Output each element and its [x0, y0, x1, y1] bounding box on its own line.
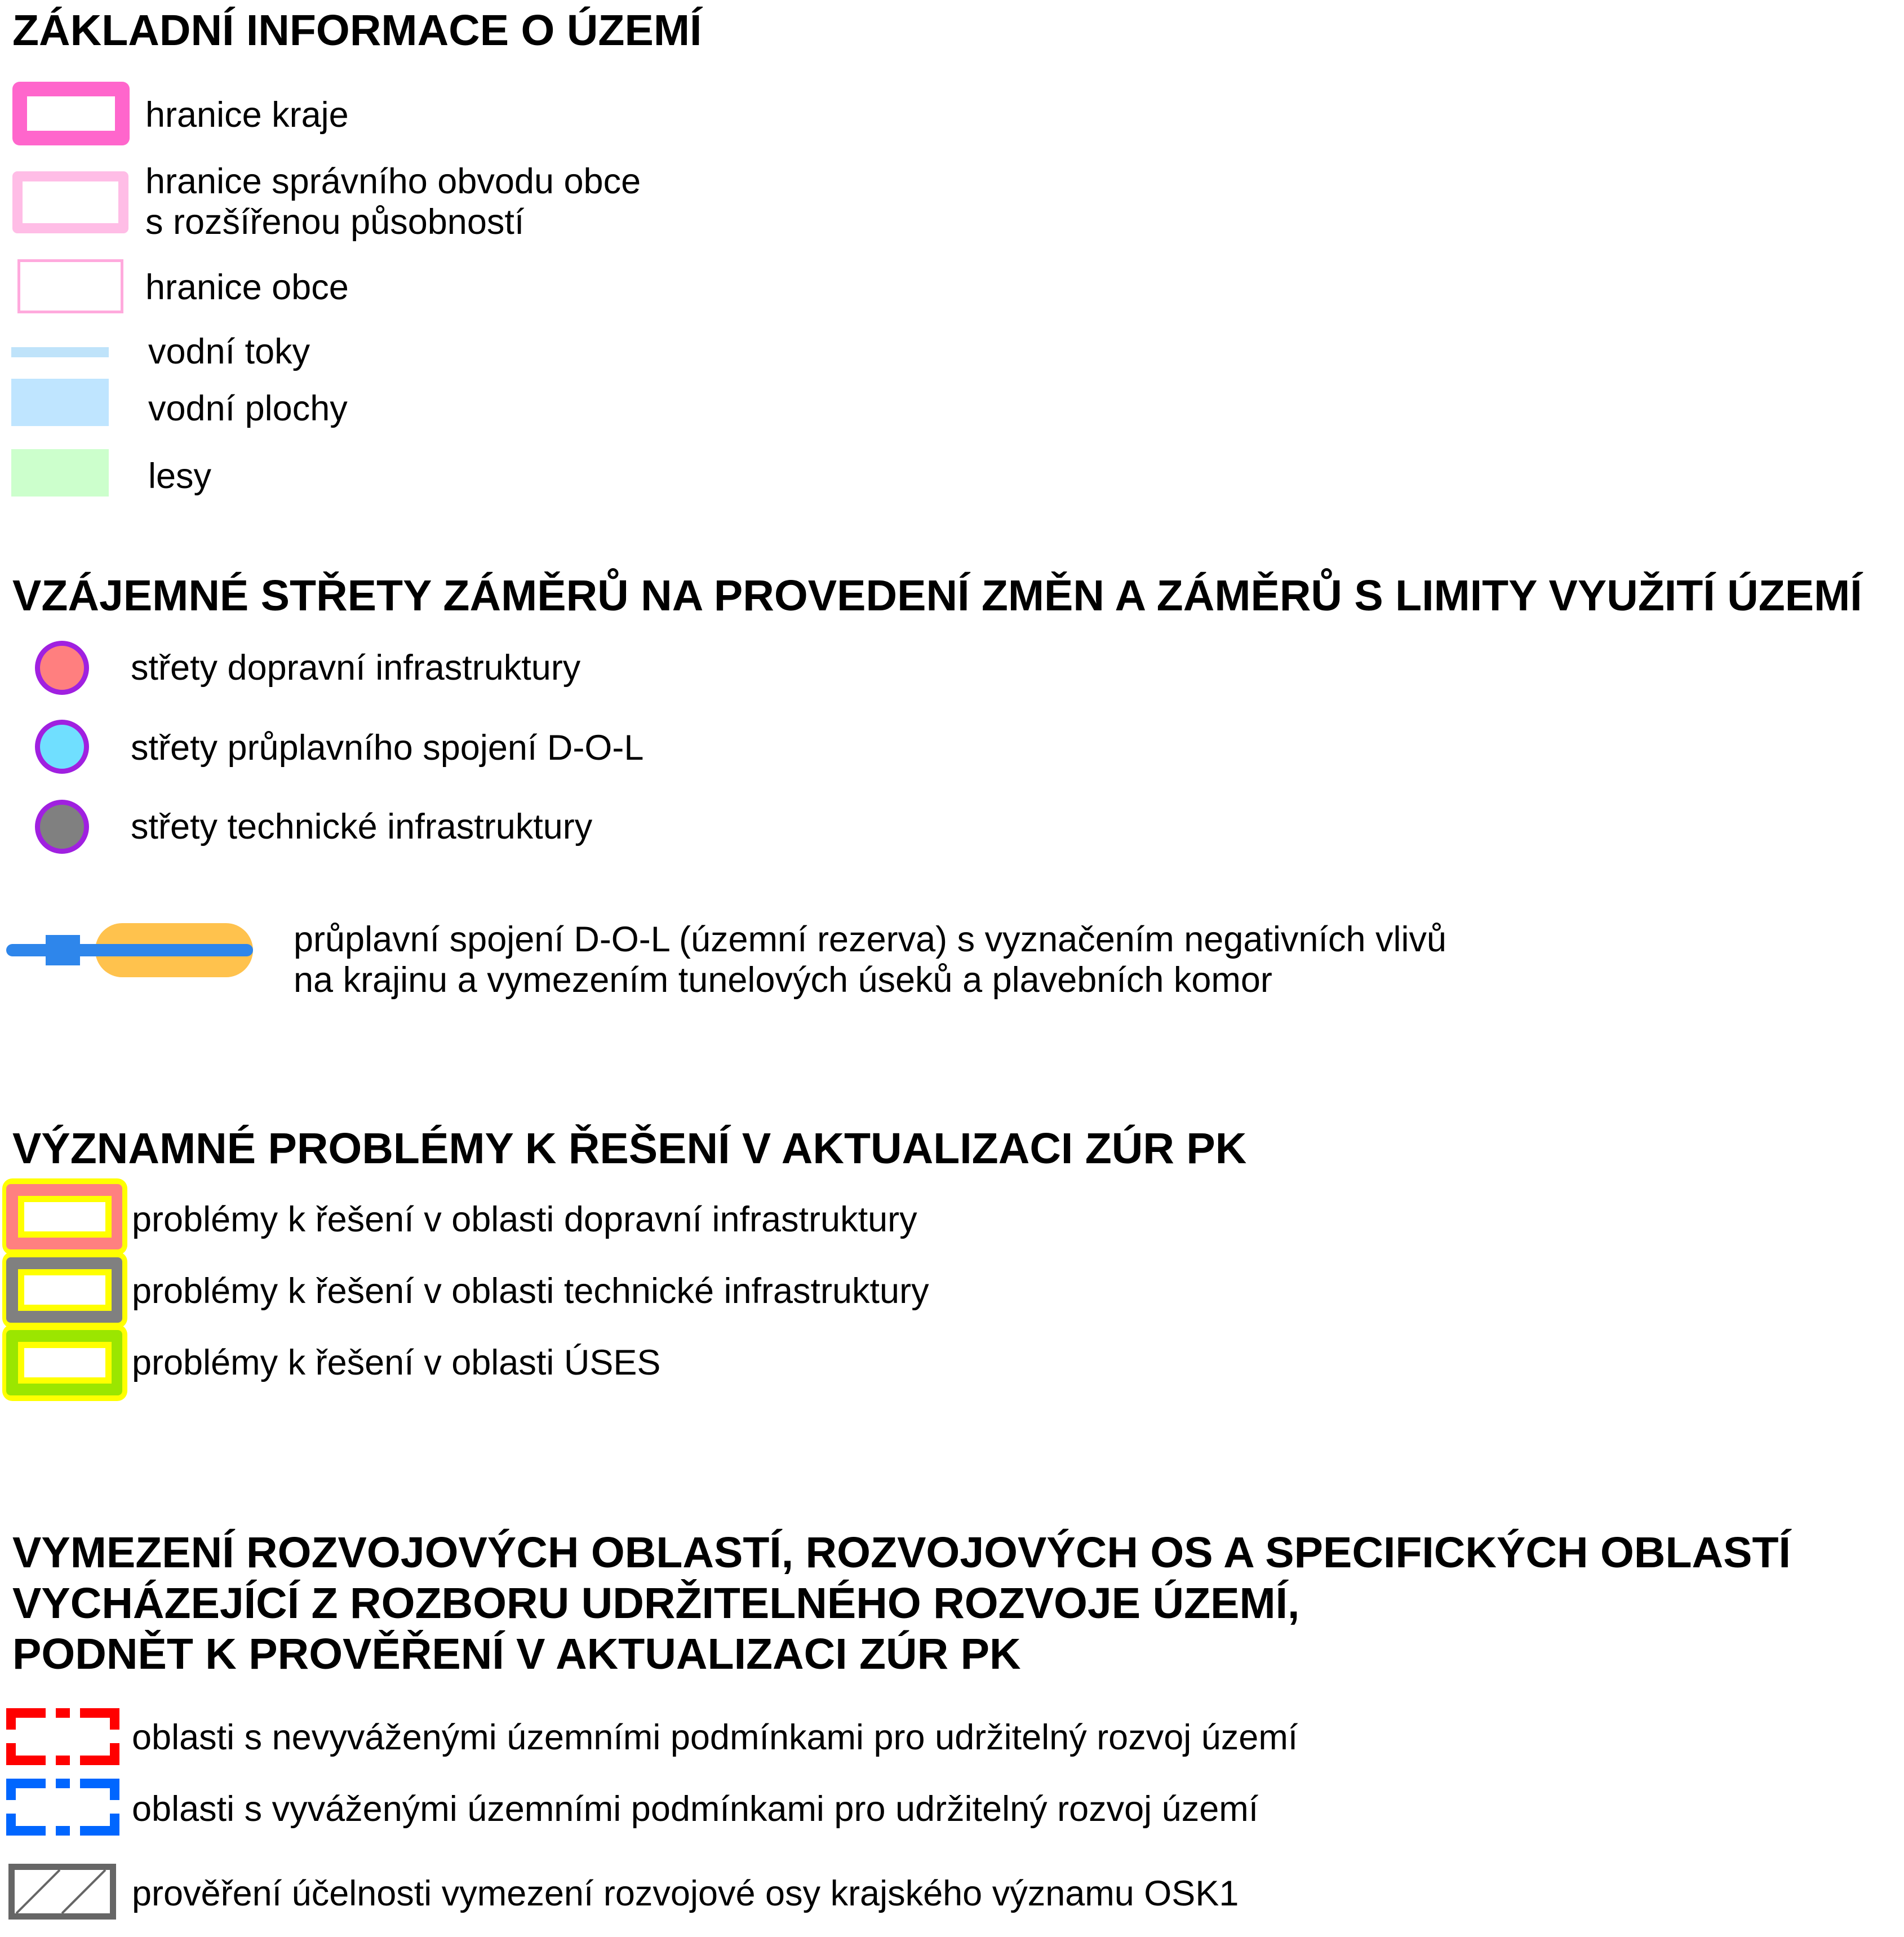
- legend-label: [148, 388, 348, 429]
- label-line: na krajinu a vymezením tunelových úseků a plavebních komor: [294, 960, 1272, 1000]
- label-line: hranice obce: [145, 268, 349, 307]
- label-line: střety průplavního spojení D-O-L: [131, 728, 644, 768]
- label-line: střety technické infrastruktury: [131, 807, 593, 846]
- orp-boundary-symbol: [12, 171, 128, 233]
- dashed-outline: [11, 1784, 115, 1831]
- symbol-interior: [24, 1275, 105, 1305]
- balanced-area-symbol: [6, 1779, 119, 1836]
- heading-line: VYCHÁZEJÍCÍ Z ROZBORU UDRŽITELNÉHO ROZVOJE ÚZEMÍ,: [12, 1579, 1300, 1628]
- unbalanced-area-symbol: [6, 1708, 119, 1765]
- label-line: oblasti s vyváženými územními podmínkami pro udržitelný rozvoj území: [132, 1789, 1259, 1829]
- section-heading: VZÁJEMNÉ STŘETY ZÁMĚRŮ NA PROVEDENÍ ZMĚN A ZÁMĚRŮ S LIMITY VYUŽITÍ ÚZEMÍ: [12, 571, 1862, 620]
- conflict-marker: [38, 644, 87, 693]
- legend-label: [132, 1717, 1298, 1758]
- symbol-interior: [24, 1348, 105, 1377]
- legend-label: [145, 95, 349, 135]
- transport-problem-symbol: [2, 1178, 127, 1255]
- section-heading: ZÁKLADNÍ INFORMACE O ÚZEMÍ: [12, 6, 702, 55]
- label-line: průplavní spojení D-O-L (územní rezerva) s vyznačením negativních vlivů: [294, 920, 1447, 959]
- watercourse-line: [11, 347, 109, 357]
- heading-line: VYMEZENÍ ROZVOJOVÝCH OBLASTÍ, ROZVOJOVÝCH OS A SPECIFICKÝCH OBLASTÍ: [12, 1528, 1791, 1577]
- legend-label: [148, 456, 211, 497]
- label-line: hranice kraje: [145, 95, 349, 135]
- label-line: hranice správního obvodu obce: [145, 162, 641, 201]
- technical-conflict-circle-icon: [35, 800, 89, 854]
- boundary-outline: [19, 261, 122, 312]
- label-line: lesy: [148, 456, 212, 496]
- boundary-outline: [17, 176, 123, 228]
- symbol-interior: [24, 1202, 105, 1231]
- hatched-axis-symbol: [8, 1864, 116, 1920]
- legend-label: [132, 1789, 1258, 1829]
- legend-label: [131, 648, 580, 688]
- legend-label: [132, 1873, 1239, 1914]
- legend-label: [145, 161, 641, 242]
- legend-label: [145, 267, 349, 308]
- hatched-frame: [12, 1867, 113, 1917]
- legend-label: [132, 1271, 929, 1311]
- label-line: problémy k řešení v oblasti dopravní infrastruktury: [132, 1200, 917, 1239]
- region-boundary-symbol: [12, 82, 130, 145]
- conflict-marker: [38, 723, 87, 772]
- legend-label: [131, 806, 592, 847]
- lock-marker: [46, 935, 80, 965]
- dol-canal-symbol: [0, 919, 259, 982]
- legend-label: [131, 728, 643, 768]
- legend-label: [148, 331, 310, 372]
- forest-symbol: [11, 449, 109, 497]
- section-heading: VÝZNAMNÉ PROBLÉMY K ŘEŠENÍ V AKTUALIZACI ZÚR PK: [12, 1124, 1247, 1173]
- label-line: vodní plochy: [148, 389, 348, 428]
- water-body-symbol: [11, 379, 109, 426]
- label-line: problémy k řešení v oblasti technické infrastruktury: [132, 1271, 929, 1311]
- label-line: oblasti s nevyváženými územními podmínkami pro udržitelný rozvoj území: [132, 1718, 1298, 1757]
- dashed-outline: [11, 1713, 115, 1761]
- water-body-fill: [11, 379, 109, 426]
- label-line: problémy k řešení v oblasti ÚSES: [132, 1343, 661, 1382]
- forest-fill: [11, 449, 109, 497]
- label-line: vodní toky: [148, 332, 310, 371]
- uses-problem-symbol: [2, 1324, 127, 1401]
- section-heading: [12, 1527, 1791, 1679]
- municipality-boundary-symbol: [17, 259, 123, 313]
- canal-conflict-circle-icon: [35, 720, 89, 774]
- watercourse-symbol: [11, 347, 109, 357]
- label-line: s rozšířenou působností: [145, 202, 525, 242]
- boundary-outline: [20, 89, 122, 138]
- transport-conflict-circle-icon: [35, 641, 89, 695]
- legend-label: [132, 1342, 660, 1383]
- legend-label: [294, 919, 1446, 1000]
- label-line: prověření účelnosti vymezení rozvojové osy krajského významu OSK1: [132, 1874, 1239, 1913]
- technical-problem-symbol: [2, 1252, 127, 1328]
- legend-label: [132, 1199, 917, 1240]
- label-line: střety dopravní infrastruktury: [131, 648, 581, 688]
- conflict-marker: [38, 803, 87, 852]
- heading-line: PODNĚT K PROVĚŘENÍ V AKTUALIZACI ZÚR PK: [12, 1630, 1021, 1678]
